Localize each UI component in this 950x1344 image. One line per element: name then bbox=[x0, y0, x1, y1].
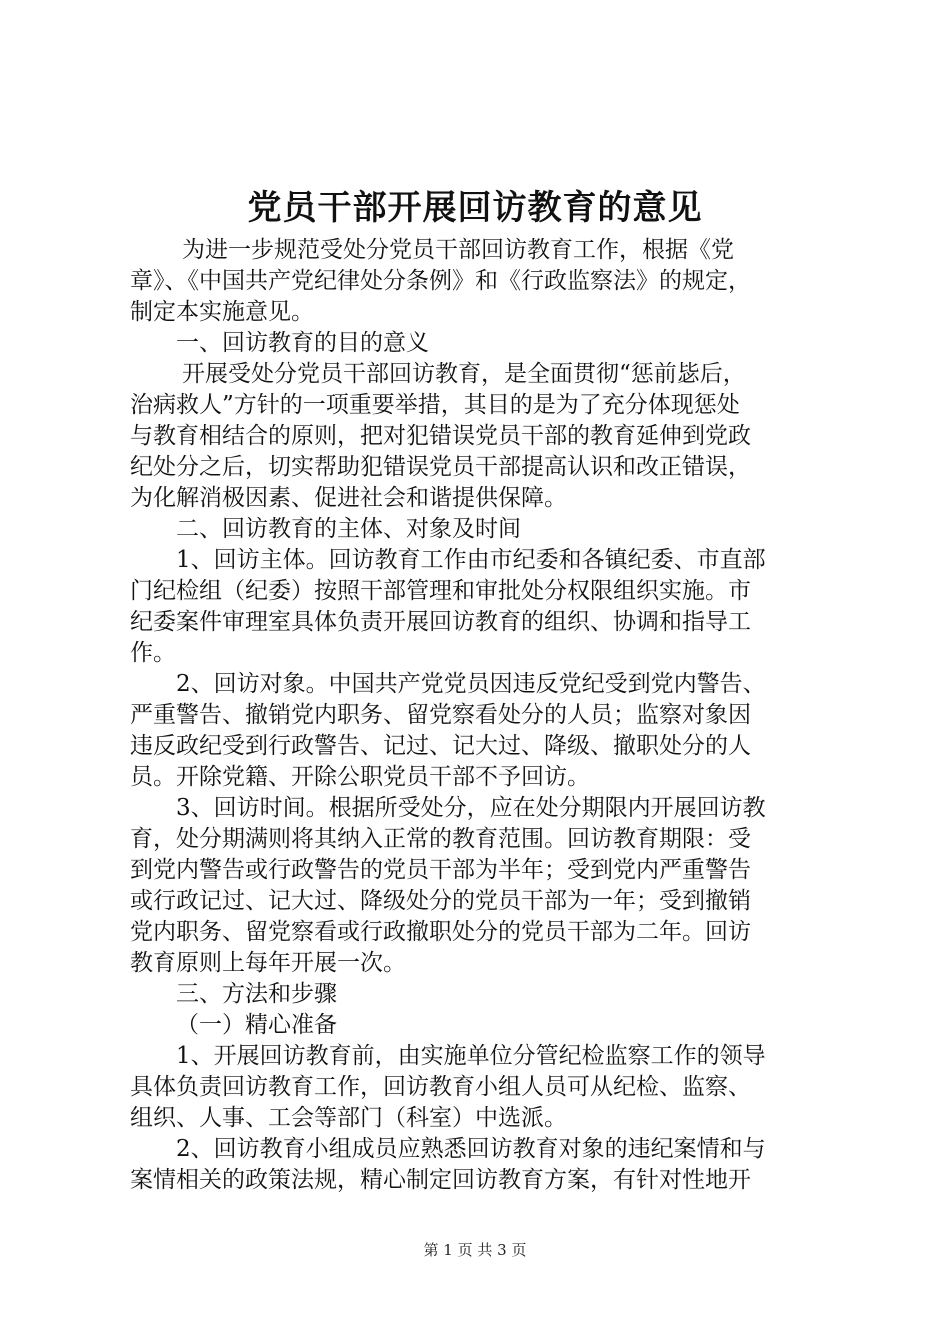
body-line: 制定本实施意见。 bbox=[130, 299, 314, 325]
body-line: 章》、《中国共产党纪律处分条例》和《行政监察法》的规定， bbox=[130, 268, 751, 294]
body-line: 或行政记过、记大过、降级处分的党员干部为一年；受到撤销 bbox=[130, 888, 751, 914]
body-line: 到党内警告或行政警告的党员干部为半年；受到党内严重警告 bbox=[130, 857, 751, 883]
body-line: 1、开展回访教育前，由实施单位分管纪检监察工作的领导 bbox=[176, 1043, 766, 1069]
body-line: 3、回访时间。根据所受处分，应在处分期限内开展回访教 bbox=[176, 795, 766, 821]
body-line: 具体负责回访教育工作，回访教育小组人员可从纪检、监察、 bbox=[130, 1074, 751, 1100]
body-line: 严重警告、撤销党内职务、留党察看处分的人员；监察对象因 bbox=[130, 702, 751, 728]
body-line: 1、回访主体。回访教育工作由市纪委和各镇纪委、市直部 bbox=[176, 547, 766, 573]
body-line: 为化解消极因素、促进社会和谐提供保障。 bbox=[130, 485, 567, 511]
body-line: 为进一步规范受处分党员干部回访教育工作，根据《党 bbox=[182, 237, 734, 263]
subsection-heading: （一）精心准备 bbox=[176, 1012, 337, 1038]
body-line: 案情相关的政策法规，精心制定回访教育方案，有针对性地开 bbox=[130, 1167, 751, 1193]
body-line: 违反政纪受到行政警告、记过、记大过、降级、撤职处分的人 bbox=[130, 733, 751, 759]
body-line: 组织、人事、工会等部门（科室）中选派。 bbox=[130, 1105, 567, 1131]
body-line: 治病救人”方针的一项重要举措，其目的是为了充分体现惩处 bbox=[130, 392, 740, 418]
page-number-footer: 第 1 页 共 3 页 bbox=[423, 1241, 527, 1259]
body-line: 纪委案件审理室具体负责开展回访教育的组织、协调和指导工 bbox=[130, 609, 751, 635]
body-line: 与教育相结合的原则，把对犯错误党员干部的教育延伸到党政 bbox=[130, 423, 751, 449]
body-line: 门纪检组（纪委）按照干部管理和审批处分权限组织实施。市 bbox=[130, 578, 751, 604]
section-heading: 三、方法和步骤 bbox=[176, 981, 337, 1007]
section-heading: 一、回访教育的目的意义 bbox=[176, 330, 429, 356]
body-line: 育，处分期满则将其纳入正常的教育范围。回访教育期限：受 bbox=[130, 826, 751, 852]
body-line: 2、回访对象。中国共产党党员因违反党纪受到党内警告、 bbox=[176, 671, 766, 697]
body-line: 2、回访教育小组成员应熟悉回访教育对象的违纪案情和与 bbox=[176, 1136, 766, 1162]
body-line: 开展受处分党员干部回访教育，是全面贯彻“惩前毖后， bbox=[182, 361, 746, 387]
body-line: 员。开除党籍、开除公职党员干部不予回访。 bbox=[130, 764, 590, 790]
body-line: 纪处分之后，切实帮助犯错误党员干部提高认识和改正错误， bbox=[130, 454, 751, 480]
document-title: 党员干部开展回访教育的意见 bbox=[247, 188, 703, 228]
body-line: 党内职务、留党察看或行政撤职处分的党员干部为二年。回访 bbox=[130, 919, 751, 945]
body-line: 教育原则上每年开展一次。 bbox=[130, 950, 406, 976]
body-line: 作。 bbox=[130, 640, 176, 666]
document-body bbox=[130, 235, 830, 1196]
section-heading: 二、回访教育的主体、对象及时间 bbox=[176, 516, 521, 542]
